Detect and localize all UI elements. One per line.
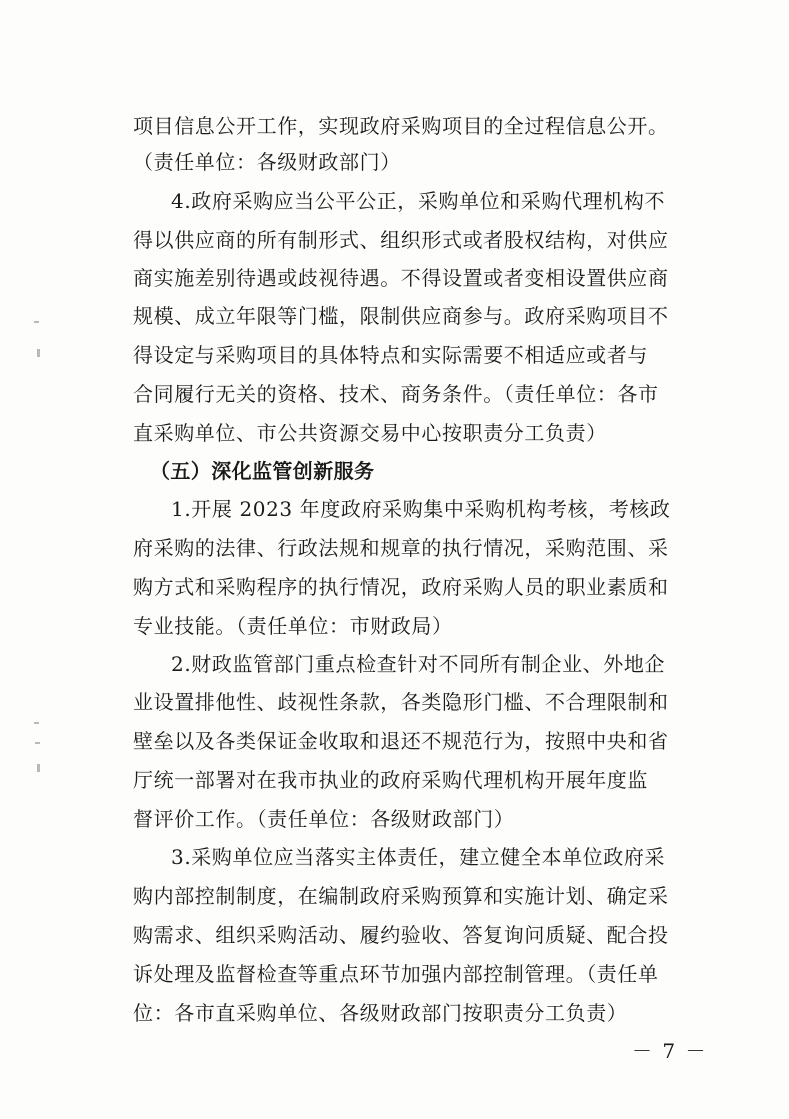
scan-mark bbox=[34, 321, 39, 323]
text-line: 商实施差别待遇或歧视待遇。不得设置或者变相设置供应商 bbox=[133, 266, 669, 290]
text-line: 合同履行无关的资格、技术、商务条件。（责任单位：各市 bbox=[133, 382, 659, 406]
text-line: （责任单位：各级财政部门） bbox=[133, 150, 401, 174]
scan-mark bbox=[37, 349, 40, 357]
section-heading: （五）深化监管创新服务 bbox=[150, 459, 375, 483]
text-line: 直采购单位、市公共资源交易中心按职责分工负责） bbox=[133, 421, 607, 445]
text-line: 得设定与采购项目的具体特点和实际需要不相适应或者与 bbox=[133, 343, 648, 367]
paragraph-start-line: 2.财政监管部门重点检查针对不同所有制企业、外地企 bbox=[171, 652, 666, 676]
scan-mark bbox=[37, 764, 40, 772]
text-line: 购内部控制制度，在编制政府采购预算和实施计划、确定采 bbox=[133, 884, 669, 908]
text-line: 项目信息公开工作，实现政府采购项目的全过程信息公开。 bbox=[133, 114, 669, 138]
text-line: 购方式和采购程序的执行情况，政府采购人员的职业素质和 bbox=[133, 575, 669, 599]
text-line: 得以供应商的所有制形式、组织形式或者股权结构，对供应 bbox=[133, 228, 669, 252]
text-line: 购需求、组织采购活动、履约验收、答复询问质疑、配合投 bbox=[133, 923, 669, 947]
text-line: 位：各市直采购单位、各级财政部门按职责分工负责） bbox=[133, 1001, 628, 1025]
text-line: 壁垒以及各类保证金收取和退还不规范行为，按照中央和省 bbox=[133, 729, 669, 753]
scan-mark bbox=[34, 722, 39, 724]
text-line: 业设置排他性、歧视性条款，各类隐形门槛、不合理限制和 bbox=[133, 690, 669, 714]
page-number: － 7 － bbox=[632, 1039, 708, 1063]
paragraph-start-line: 3.采购单位应当落实主体责任，建立健全本单位政府采 bbox=[171, 845, 666, 869]
paragraph-start-line: 1.开展 2023 年度政府采购集中采购机构考核，考核政 bbox=[171, 497, 671, 521]
scan-mark bbox=[35, 742, 40, 744]
text-line: 厅统一部署对在我市执业的政府采购代理机构开展年度监 bbox=[133, 768, 648, 792]
text-line: 府采购的法律、行政法规和规章的执行情况，采购范围、采 bbox=[133, 536, 669, 560]
text-line: 专业技能。（责任单位：市财政局） bbox=[133, 614, 453, 638]
paragraph-start-line: 4.政府采购应当公平公正，采购单位和采购代理机构不 bbox=[171, 189, 666, 213]
text-line: 规模、成立年限等门槛，限制供应商参与。政府采购项目不 bbox=[133, 304, 669, 328]
text-line: 督评价工作。（责任单位：各级财政部门） bbox=[133, 807, 515, 831]
text-line: 诉处理及监督检查等重点环节加强内部控制管理。（责任单 bbox=[133, 962, 659, 986]
